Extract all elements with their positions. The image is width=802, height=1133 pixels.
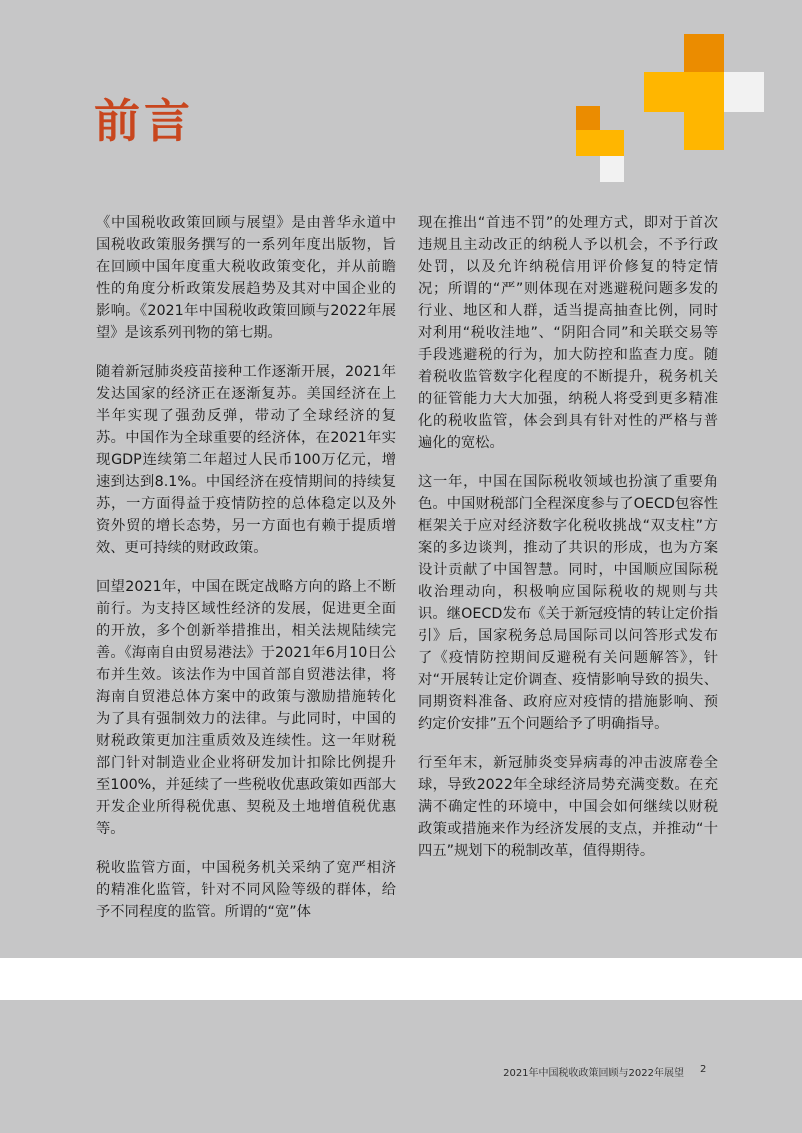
page-number: 2 (700, 1064, 707, 1075)
page-title: 前言 (94, 94, 194, 148)
decorative-square (600, 156, 624, 182)
footer-publication-title: 2021年中国税收政策回顾与2022年展望 (503, 1068, 684, 1079)
paragraph: 行至年末，新冠肺炎变异病毒的冲击波席卷全球，导致2022年全球经济局势充满变数。在充满不确定性的环境中，中国会如何继续以财税政策或措施来作为经济发展的支点，并推动“十四五”规划下的税制改革，值得期待。 (418, 755, 718, 859)
paragraph: 回望2021年，中国在既定战略方向的路上不断前行。为支持区域性经济的发展，促进更全面的开放，多个创新举措推出，相关法规陆续完善。《海南自由贸易港法》于2021年6月10日公布并生效。该法作为中国首部自贸港法律，将海南自贸港总体方案中的政策与激励措施转化为了具有强制效力的法律。与此同时，中国的财税政策更加注重质效及连续性。这一年财税部门针对制造业企业将研发加计扣除比例提升至100%，并延续了一些税收优惠政策如西部大开发企业所得税优惠、契税及土地增值税优惠等。 (96, 579, 396, 837)
paragraph: 现在推出“首违不罚”的处理方式，即对于首次违规且主动改正的纳税人予以机会，不予行政处罚，以及允许纳税信用评价修复的特定情况；所谓的“严”则体现在对逃避税问题多发的行业、地区和人群，适当提高抽查比例，同时对利用“税收洼地”、“阴阳合同”和关联交易等手段逃避税的行为，加大防控和监查力度。随着税收监管数字化程度的不断提升，税务机关的征管能力大大加强，纳税人将受到更多精准化的税收监管，体会到具有针对性的严格与普遍化的宽松。 (418, 215, 718, 451)
decorative-square (684, 112, 724, 150)
left-column (96, 212, 396, 940)
decorative-square (684, 34, 724, 72)
divider-band (0, 958, 802, 1000)
paragraph: 税收监管方面，中国税务机关采纳了宽严相济的精准化监管，针对不同风险等级的群体，给予不同程度的监管。所谓的“宽”体 (96, 860, 396, 920)
right-column (418, 212, 718, 879)
paragraph: 随着新冠肺炎疫苗接种工作逐渐开展，2021年发达国家的经济正在逐渐复苏。美国经济在上半年实现了强劲反弹，带动了全球经济的复苏。中国作为全球重要的经济体，在2021年实现GDP连续第二年超过人民币100万亿元，增速到达到8.1%。中国经济在疫情期间的持续复苏，一方面得益于疫情防控的总体稳定以及外资外贸的增长态势，另一方面也有赖于提质增效、更可持续的财政政策。 (96, 364, 396, 556)
paragraph: 《中国税收政策回顾与展望》是由普华永道中国税收政策服务撰写的一系列年度出版物，旨在回顾中国年度重大税收政策变化，并从前瞻性的角度分析政策发展趋势及其对中国企业的影响。《2021年中国税收政策回顾与2022年展望》是该系列刊物的第七期。 (96, 215, 396, 341)
paragraph: 这一年，中国在国际税收领域也扮演了重要角色。中国财税部门全程深度参与了OECD包容性框架关于应对经济数字化税收挑战“双支柱”方案的多边谈判，推动了共识的形成，也为方案设计贡献了中国智慧。同时，中国顺应国际税收治理动向，积极响应国际税收的规则与共识。继OECD发布《关于新冠疫情的转让定价指引》后，国家税务总局国际司以问答形式发布了《疫情防控期间反避税有关问题解答》，针对“开展转让定价调查、疫情影响导致的损失、同期资料准备、政府应对疫情的措施影响、预约定价安排”五个问题给予了明确指导。 (418, 474, 718, 732)
decorative-square (576, 106, 600, 130)
decorative-square (576, 130, 600, 156)
decorative-square (684, 72, 724, 112)
decorative-square (724, 72, 764, 112)
decorative-square (644, 72, 684, 112)
decorative-square (600, 130, 624, 156)
